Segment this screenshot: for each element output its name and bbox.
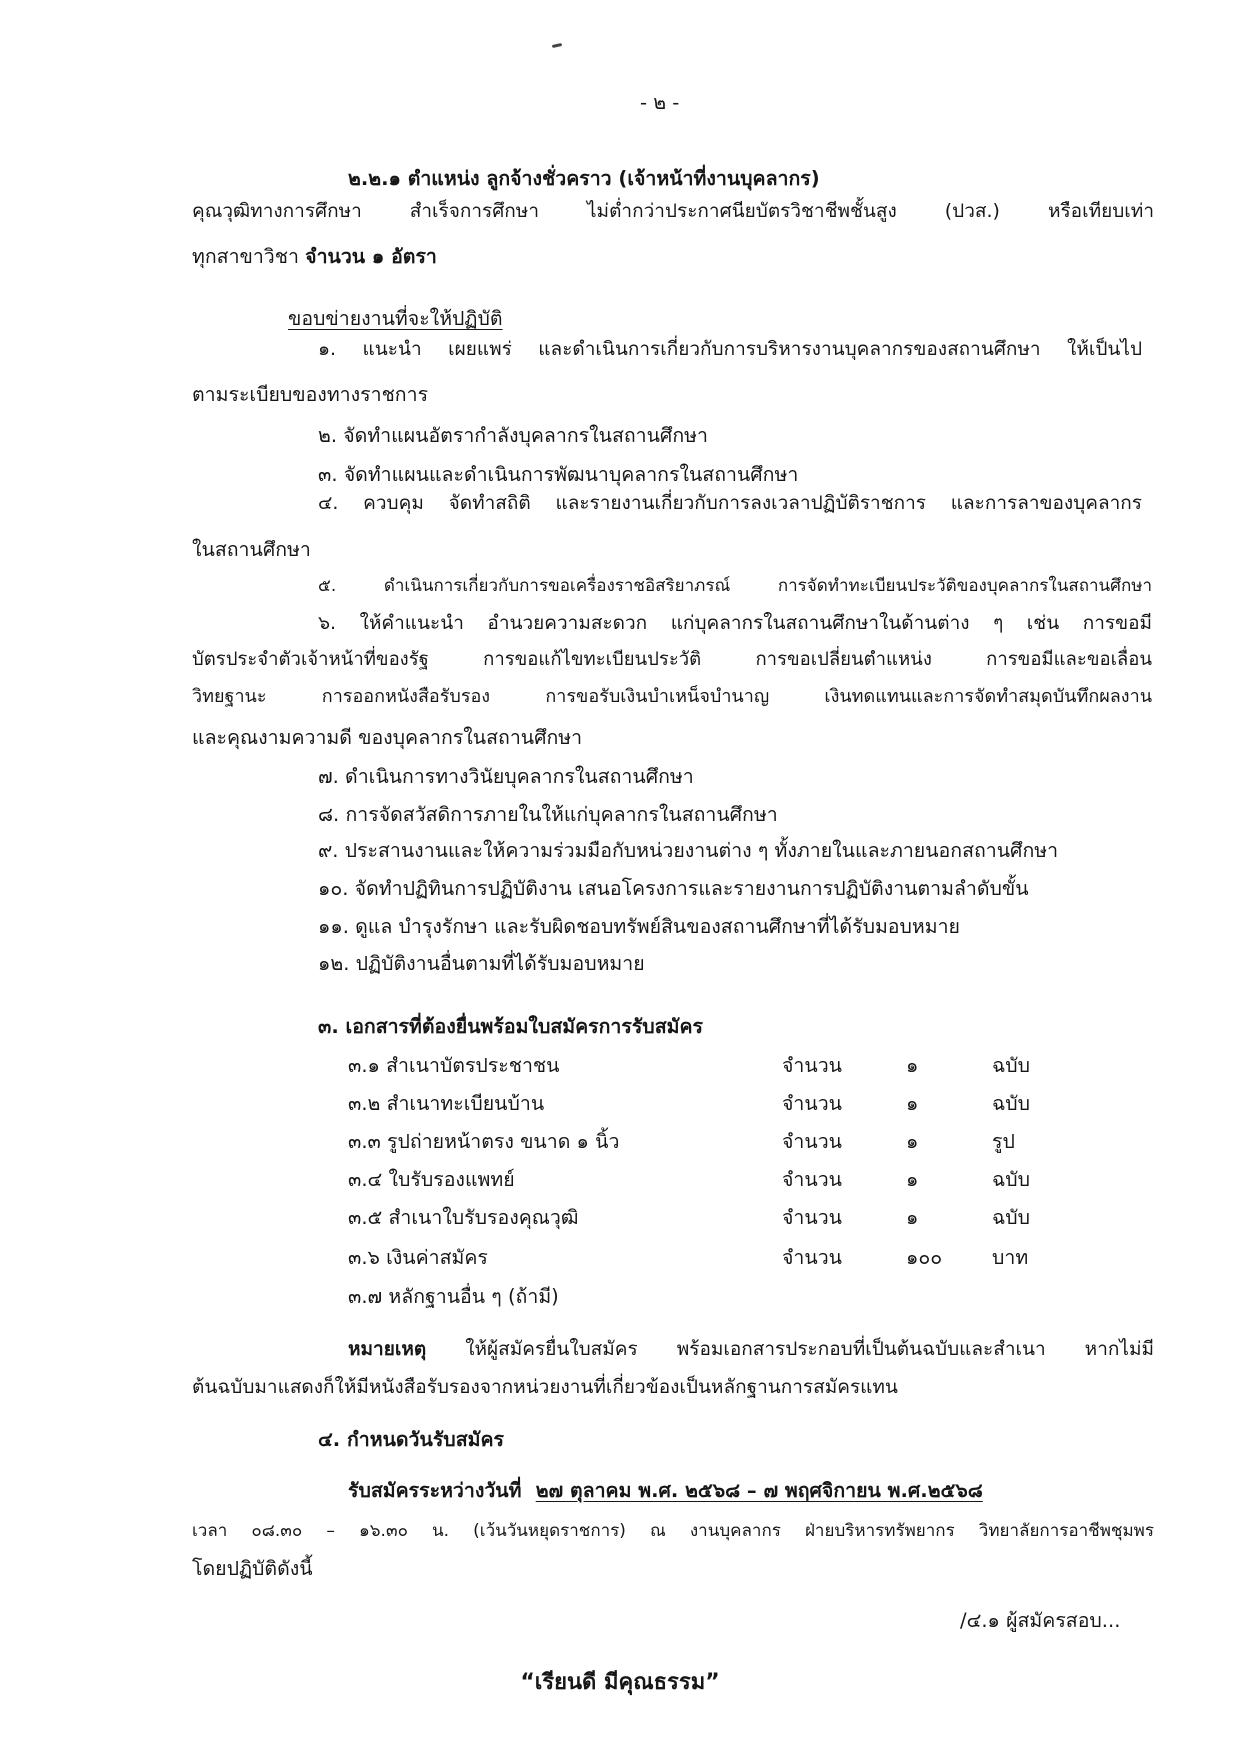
schedule-dates-line [348,1478,983,1504]
note-line-1 [348,1336,1154,1362]
scope-item: ในสถานศึกษา [192,538,311,561]
scope-item: ๔. ควบคุม จัดทำสถิติ และรายงานเกี่ยวกับการลงเวลาปฏิบัติราชการ และการลาของบุคลากร [318,492,1142,514]
note-label: หมายเหตุ [348,1338,427,1360]
document-unit: ฉบับ [992,1054,1031,1077]
position-heading: ๒.๒.๑ ตำแหน่ง ลูกจ้างชั่วคราว (เจ้าหน้าที่งานบุคลากร) [348,167,820,190]
scope-item: ๗. ดำเนินการทางวินัยบุคลากรในสถานศึกษา [318,765,694,788]
scope-item: ๑๒. ปฏิบัติงานอื่นตามที่ได้รับมอบหมาย [318,952,645,975]
scope-item: ๙. ประสานงานและให้ความร่วมมือกับหน่วยงานต่าง ๆ ทั้งภายในและภายนอกสถานศึกษา [318,839,1059,862]
scope-item: ๘. การจัดสวัสดิการภายในให้แก่บุคลากรในสถานศึกษา [318,803,778,826]
schedule-heading: ๔. กำหนดวันรับสมัคร [318,1428,504,1451]
document-unit: ฉบับ [992,1092,1031,1115]
documents-heading: ๓. เอกสารที่ต้องยื่นพร้อมใบสมัครการรับสมัคร [318,1015,703,1038]
document-name: ๓.๗ หลักฐานอื่น ๆ (ถ้ามี) [348,1285,559,1308]
continuation-text: /๔.๑ ผู้สมัครสอบ... [960,1609,1121,1632]
document-qty: ๑ [906,1206,919,1229]
document-qty: ๑ [906,1054,919,1077]
scope-item: ๒. จัดทำแผนอัตรากำลังบุคลากรในสถานศึกษา [318,424,708,447]
document-qty-label: จำนวน [782,1168,842,1191]
scope-item: ๑. แนะนำ เผยแพร่ และดำเนินการเกี่ยวกับการบริหารงานบุคลากรของสถานศึกษา ให้เป็นไป [318,338,1142,360]
document-name: ๓.๖ เงินค่าสมัคร [348,1246,488,1269]
document-qty: ๑ [906,1168,919,1191]
schedule-line-3: โดยปฏิบัติดังนี้ [192,1557,313,1580]
document-qty: ๑ [906,1092,919,1115]
document-qty-label: จำนวน [782,1206,842,1229]
scope-item: และคุณงามความดี ของบุคลากรในสถานศึกษา [192,726,583,749]
document-name: ๓.๑ สำเนาบัตรประชาชน [348,1054,560,1077]
schedule-dates: ๒๗ ตุลาคม พ.ศ. ๒๕๖๘ – ๗ พฤศจิกายน พ.ศ.๒๕๖๘ [535,1479,983,1502]
schedule-prefix: รับสมัครระหว่างวันที่ [348,1479,522,1502]
scope-item: ๓. จัดทำแผนและดำเนินการพัฒนาบุคลากรในสถานศึกษา [318,463,799,486]
scope-item: ๖. ให้คำแนะนำ อำนวยความสะดวก แก่บุคลากรในสถานศึกษาในด้านต่าง ๆ เช่น การขอมี [318,612,1152,634]
document-qty-label: จำนวน [782,1246,842,1269]
document-qty-label: จำนวน [782,1054,842,1077]
scan-mark [552,43,562,48]
motto: “เรียนดี มีคุณธรรม” [520,1670,720,1695]
scope-item: ตามระเบียบของทางราชการ [192,383,429,406]
qualification-field: ทุกสาขาวิชา [192,245,299,268]
document-unit: ฉบับ [992,1206,1031,1229]
document-name: ๓.๒ สำเนาทะเบียนบ้าน [348,1092,545,1115]
qualification-line-2 [192,244,437,270]
scope-title: ขอบข่ายงานที่จะให้ปฏิบัติ [288,307,503,330]
page-number: - ๒ - [640,91,680,114]
document-name: ๓.๔ ใบรับรองแพทย์ [348,1168,515,1191]
document-qty-label: จำนวน [782,1092,842,1115]
note-text: ให้ผู้สมัครยื่นใบสมัคร พร้อมเอกสารประกอบที่เป็นต้นฉบับและสำเนา หากไม่มี [465,1338,1154,1360]
scope-item: ๕. ดำเนินการเกี่ยวกับการขอเครื่องราชอิสริยาภรณ์ การจัดทำทะเบียนประวัติของบุคลากรในสถานศึกษา [318,576,1152,596]
scope-item: ๑๐. จัดทำปฏิทินการปฏิบัติงาน เสนอโครงการและรายงานการปฏิบัติงานตามลำดับขั้น [318,877,1029,900]
document-name: ๓.๕ สำเนาใบรับรองคุณวุฒิ [348,1206,579,1229]
scope-item: วิทยฐานะ การออกหนังสือรับรอง การขอรับเงินบำเหน็จบำนาญ เงินทดแทนและการจัดทำสมุดบันทึกผลงาน [192,686,1152,707]
position-count: จำนวน ๑ อัตรา [305,245,437,268]
scope-item: ๑๑. ดูแล บำรุงรักษา และรับผิดชอบทรัพย์สินของสถานศึกษาที่ได้รับมอบหมาย [318,915,960,938]
schedule-line-2: เวลา ๐๘.๓๐ – ๑๖.๓๐ น. (เว้นวันหยุดราชการ) ณ งานบุคลากร ฝ่ายบริหารทรัพยากร วิทยาลัยการอาชีพชุมพร [192,1521,1154,1541]
document-unit: รูป [992,1130,1015,1153]
qualification-line-1: คุณวุฒิทางการศึกษา สำเร็จการศึกษา ไม่ต่ำกว่าประกาศนียบัตรวิชาชีพชั้นสูง (ปวส.) หรือเทียบเท่า [192,200,1154,222]
document-name: ๓.๓ รูปถ่ายหน้าตรง ขนาด ๑ นิ้ว [348,1130,620,1153]
document-qty: ๑๐๐ [906,1246,943,1269]
scope-item: บัตรประจำตัวเจ้าหน้าที่ของรัฐ การขอแก้ไขทะเบียนประวัติ การขอเปลี่ยนตำแหน่ง การขอมีและขอเลื่อน [192,649,1152,670]
document-unit: ฉบับ [992,1168,1031,1191]
note-line-2: ต้นฉบับมาแสดงก็ให้มีหนังสือรับรองจากหน่วยงานที่เกี่ยวข้องเป็นหลักฐานการสมัครแทน [192,1376,898,1398]
document-unit: บาท [992,1246,1029,1269]
document-qty: ๑ [906,1130,919,1153]
document-qty-label: จำนวน [782,1130,842,1153]
